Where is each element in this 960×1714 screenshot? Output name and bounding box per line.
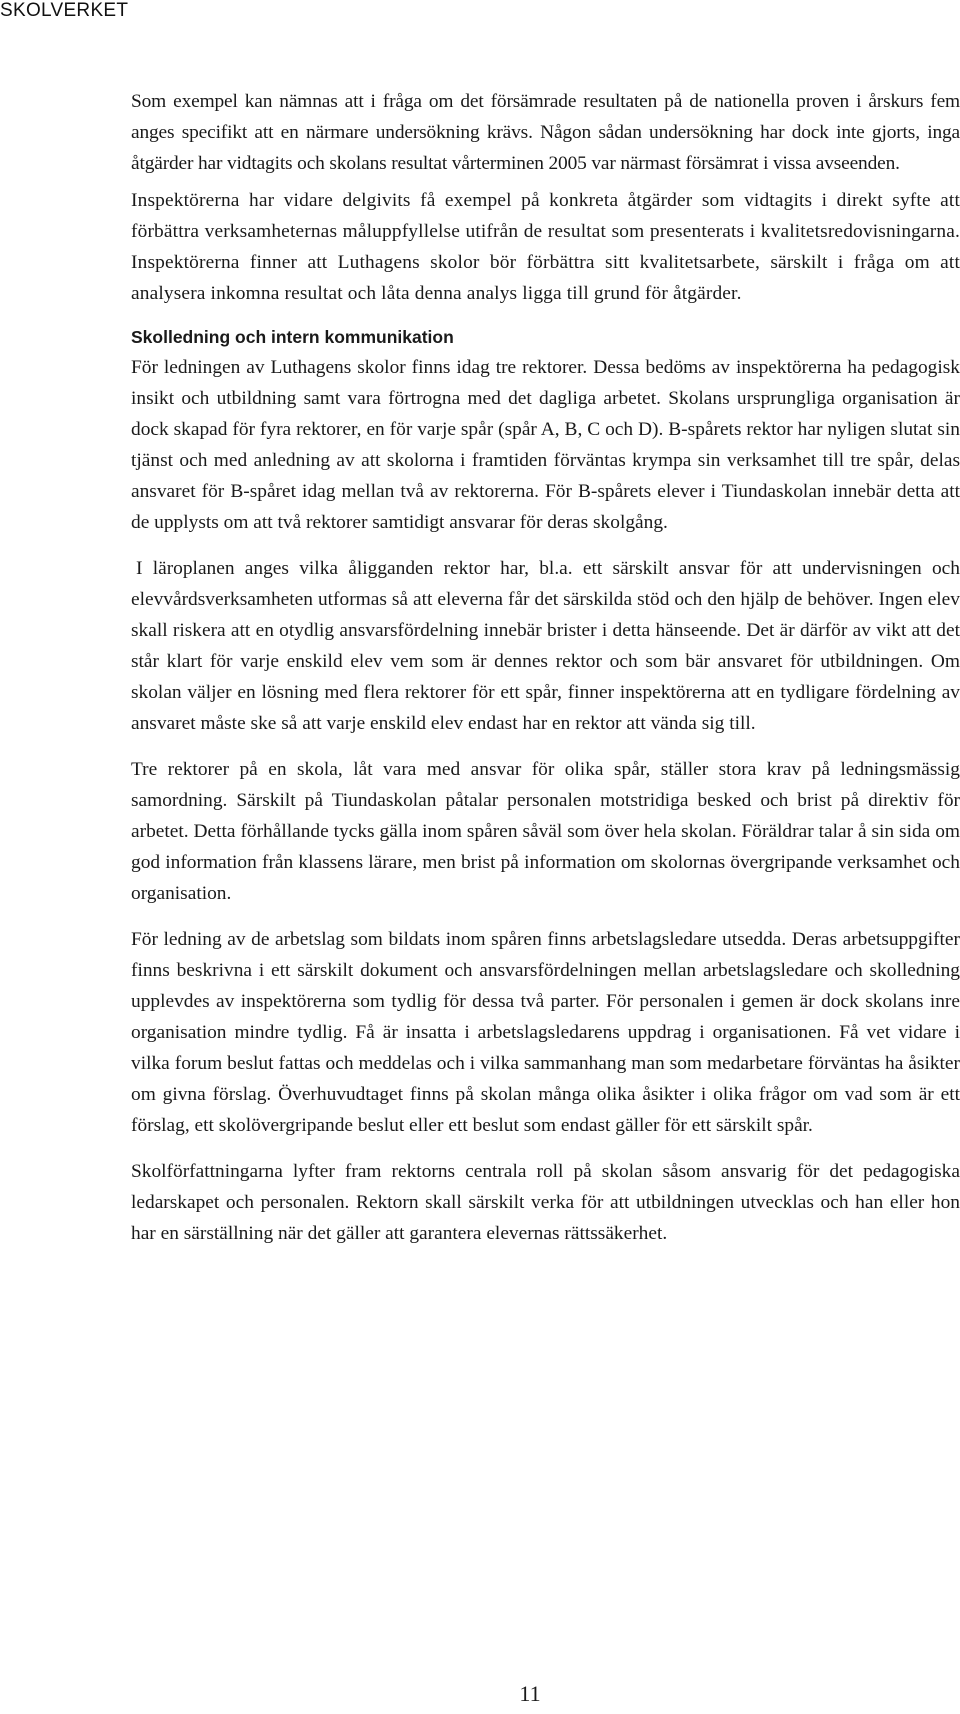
- paragraph-work-team-leaders: För ledning av de arbetslag som bildats inom spåren finns arbetslagsledare utsedda. Deras arbetsuppgifter finns beskrivna i ett särskilt dokument och ansvarsfördelningen mellan arbetslagsledare och skolledning upplevdes av inspektörerna som tydlig för dessa två parter. För personalen i gemen är dock skolans inre organisation mindre tydlig. Få är insatta i arbetslagsledarens uppdrag i organisationen. Få vet vidare i vilka forum beslut fattas och meddelas och i vilka sammanhang man som medarbetare förväntas ha åsikter om givna förslag. Överhuvudtaget finns på skolan många olika åsikter i olika frågor om vad som är ett förslag, ett skolövergripande beslut eller ett beslut som endast gäller för ett särskilt spår.: [131, 929, 960, 1136]
- paragraph-national-tests: Som exempel kan nämnas att i fråga om det försämrade resultaten på de nationella proven i årskurs fem anges specifikt att en närmare undersökning krävs. Någon sådan undersökning har dock inte gjorts, inga åtgärder har vidtagits och skolans resultat vårterminen 2005 var närmast försämrat i vissa avseenden.: [131, 91, 960, 174]
- paragraph-principal-role: Skolförfattningarna lyfter fram rektorns centrala roll på skolan såsom ansvarig för det pedagogiska ledarskapet och personalen. Rektorn skall särskilt verka för att utbildningen utvecklas och han eller hon har en särställning när det gäller att garantera elevernas rättssäkerhet.: [131, 1161, 960, 1244]
- paragraph-three-principals: För ledningen av Luthagens skolor finns idag tre rektorer. Dessa bedöms av inspektörerna ha pedagogisk insikt och utbildning samt vara förtrogna med det dagliga arbetet. Skolans ursprungliga organisation är dock skapad för fyra rektorer, en för varje spår (spår A, B, C och D). B-spårets rektor har nyligen slutat sin tjänst och med anledning av att skolorna i framtiden förväntas krympa sin verksamhet till tre spår, delas ansvaret för B-spåret idag mellan två av rektorerna. För B-spårets elever i Tiundaskolan innebär detta att de upplysts om att två rektorer samtidigt ansvarar för deras skolgång.: [131, 357, 960, 533]
- section-heading: Skolledning och intern kommunikation: [131, 327, 454, 347]
- paragraph-coordination: Tre rektorer på en skola, låt vara med ansvar för olika spår, ställer stora krav på ledningsmässig samordning. Särskilt på Tiundaskolan påtalar personalen motstridiga besked och brist på direktiv för arbetet. Detta förhållande tycks gälla inom spåren såväl som över hela skolan. Föräldrar talar å sin sida om god information från klassens lärare, men brist på information om skolornas övergripande verksamhet och organisation.: [131, 759, 960, 904]
- header-organization: SKOLVERKET: [0, 0, 129, 21]
- paragraph-inspectors-measures: Inspektörerna har vidare delgivits få exempel på konkreta åtgärder som vidtagits i direkt syfte att förbättra verksamheternas måluppfyllelse utifrån de resultat som presenterats i kvalitetsredovisningarna. Inspektörerna finner att Luthagens skolor bör förbättra sitt kvalitetsarbete, särskilt i fråga om att analysera inkomna resultat och låta denna analys ligga till grund för åtgärder.: [131, 190, 960, 304]
- page-number: 11: [519, 1681, 541, 1706]
- document-body: [131, 86, 960, 1249]
- paragraph-curriculum-duties: I läroplanen anges vilka åligganden rektor har, bl.a. ett särskilt ansvar för att undervisningen och elevvårdsverksamheten utformas så att eleverna får det särskilda stöd och den hjälp de behöver. Ingen elev skall riskera att en otydlig ansvarsfördelning innebär brister i detta hänseende. Det är därför av vikt att det står klart för varje enskild elev vem som är dennes rektor och som bär ansvaret för utbildningen. Om skolan väljer en lösning med flera rektorer för ett spår, finner inspektörerna att en tydligare fördelning av ansvaret måste ske så att varje enskild elev endast har en rektor att vända sig till.: [131, 558, 960, 734]
